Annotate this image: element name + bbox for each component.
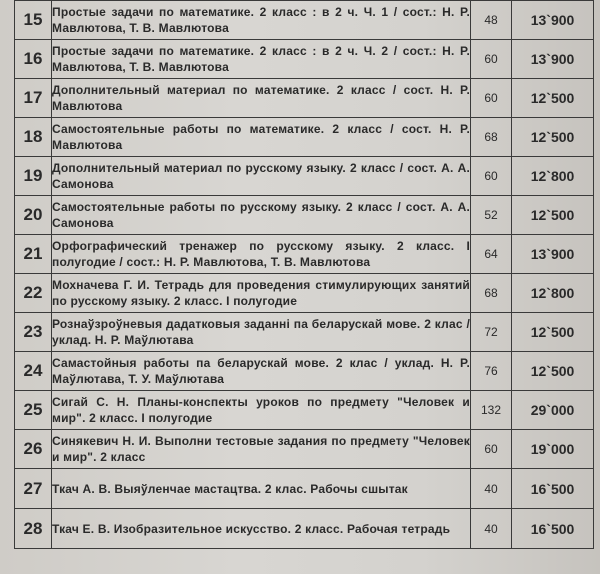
table-row [15,430,594,469]
row-number: 15 [15,1,52,40]
row-number: 19 [15,157,52,196]
book-price: 19`000 [512,430,594,469]
table-row [15,157,594,196]
book-price: 13`900 [512,40,594,79]
row-number: 22 [15,274,52,313]
row-number: 16 [15,40,52,79]
page-count: 68 [471,118,512,157]
row-number: 21 [15,235,52,274]
book-title: Дополнительный материал по математике. 2 класс / сост. Н. Р. Мавлютова [52,79,471,118]
book-price: 16`500 [512,469,594,509]
row-number: 28 [15,509,52,549]
book-title: Самостоятельные работы по русскому языку. 2 класс / сост. А. А. Самонова [52,196,471,235]
page-count: 60 [471,79,512,118]
book-title: Простые задачи по математике. 2 класс : в 2 ч. Ч. 2 / сост.: Н. Р. Мавлютова, Т. В. Мавлютова [52,40,471,79]
price-list-body [15,1,594,549]
page-count: 72 [471,313,512,352]
book-title: Простые задачи по математике. 2 класс : в 2 ч. Ч. 1 / сост.: Н. Р. Мавлютова, Т. В. Мавлютова [52,1,471,40]
page-count: 40 [471,469,512,509]
table-row [15,79,594,118]
page-count: 76 [471,352,512,391]
book-price: 12`800 [512,274,594,313]
page-count: 68 [471,274,512,313]
book-price: 12`500 [512,313,594,352]
page-count: 64 [471,235,512,274]
book-title: Дополнительный материал по русскому языку. 2 класс / сост. А. А. Самонова [52,157,471,196]
table-row [15,118,594,157]
book-title: Синякевич Н. И. Выполни тестовые задания по предмету "Человек и мир". 2 класс [52,430,471,469]
book-price: 12`500 [512,352,594,391]
page-count: 60 [471,430,512,469]
table-row [15,235,594,274]
book-title: Самастойныя работы па беларускай мове. 2 клас / уклад. Н. Р. Маўлютава, Т. У. Маўлютава [52,352,471,391]
price-list-table [14,0,594,549]
row-number: 18 [15,118,52,157]
table-row [15,274,594,313]
book-price: 12`500 [512,79,594,118]
book-title: Мохначева Г. И. Тетрадь для проведения стимулирующих занятий по русскому языку. 2 класс. I полугодие [52,274,471,313]
page-count: 60 [471,40,512,79]
table-row [15,1,594,40]
book-title: Рознаўзроўневыя дадатковыя заданні па беларускай мове. 2 клас / уклад. Н. Р. Маўлютава [52,313,471,352]
row-number: 27 [15,469,52,509]
table-row [15,391,594,430]
page-count: 60 [471,157,512,196]
page-count: 40 [471,509,512,549]
book-price: 12`500 [512,118,594,157]
row-number: 20 [15,196,52,235]
book-price: 13`900 [512,1,594,40]
book-title: Орфографический тренажер по русскому языку. 2 класс. I полугодие / сост.: Н. Р. Мавлютова, Т. В. Мавлютова [52,235,471,274]
table-row [15,469,594,509]
row-number: 24 [15,352,52,391]
book-price: 29`000 [512,391,594,430]
page-count: 132 [471,391,512,430]
table-row [15,352,594,391]
book-title: Ткач Е. В. Изобразительное искусство. 2 класс. Рабочая тетрадь [52,509,471,549]
table-row [15,196,594,235]
row-number: 25 [15,391,52,430]
book-title: Ткач А. В. Выяўленчае мастацтва. 2 клас. Рабочы сшытак [52,469,471,509]
row-number: 26 [15,430,52,469]
book-title: Самостоятельные работы по математике. 2 класс / сост. Н. Р. Мавлютова [52,118,471,157]
row-number: 17 [15,79,52,118]
page-count: 52 [471,196,512,235]
book-price: 16`500 [512,509,594,549]
page-count: 48 [471,1,512,40]
book-price: 12`800 [512,157,594,196]
table-row [15,509,594,549]
book-price: 13`900 [512,235,594,274]
table-row [15,313,594,352]
table-row [15,40,594,79]
book-price: 12`500 [512,196,594,235]
row-number: 23 [15,313,52,352]
book-title: Сигай С. Н. Планы-конспекты уроков по предмету "Человек и мир". 2 класс. I полугодие [52,391,471,430]
